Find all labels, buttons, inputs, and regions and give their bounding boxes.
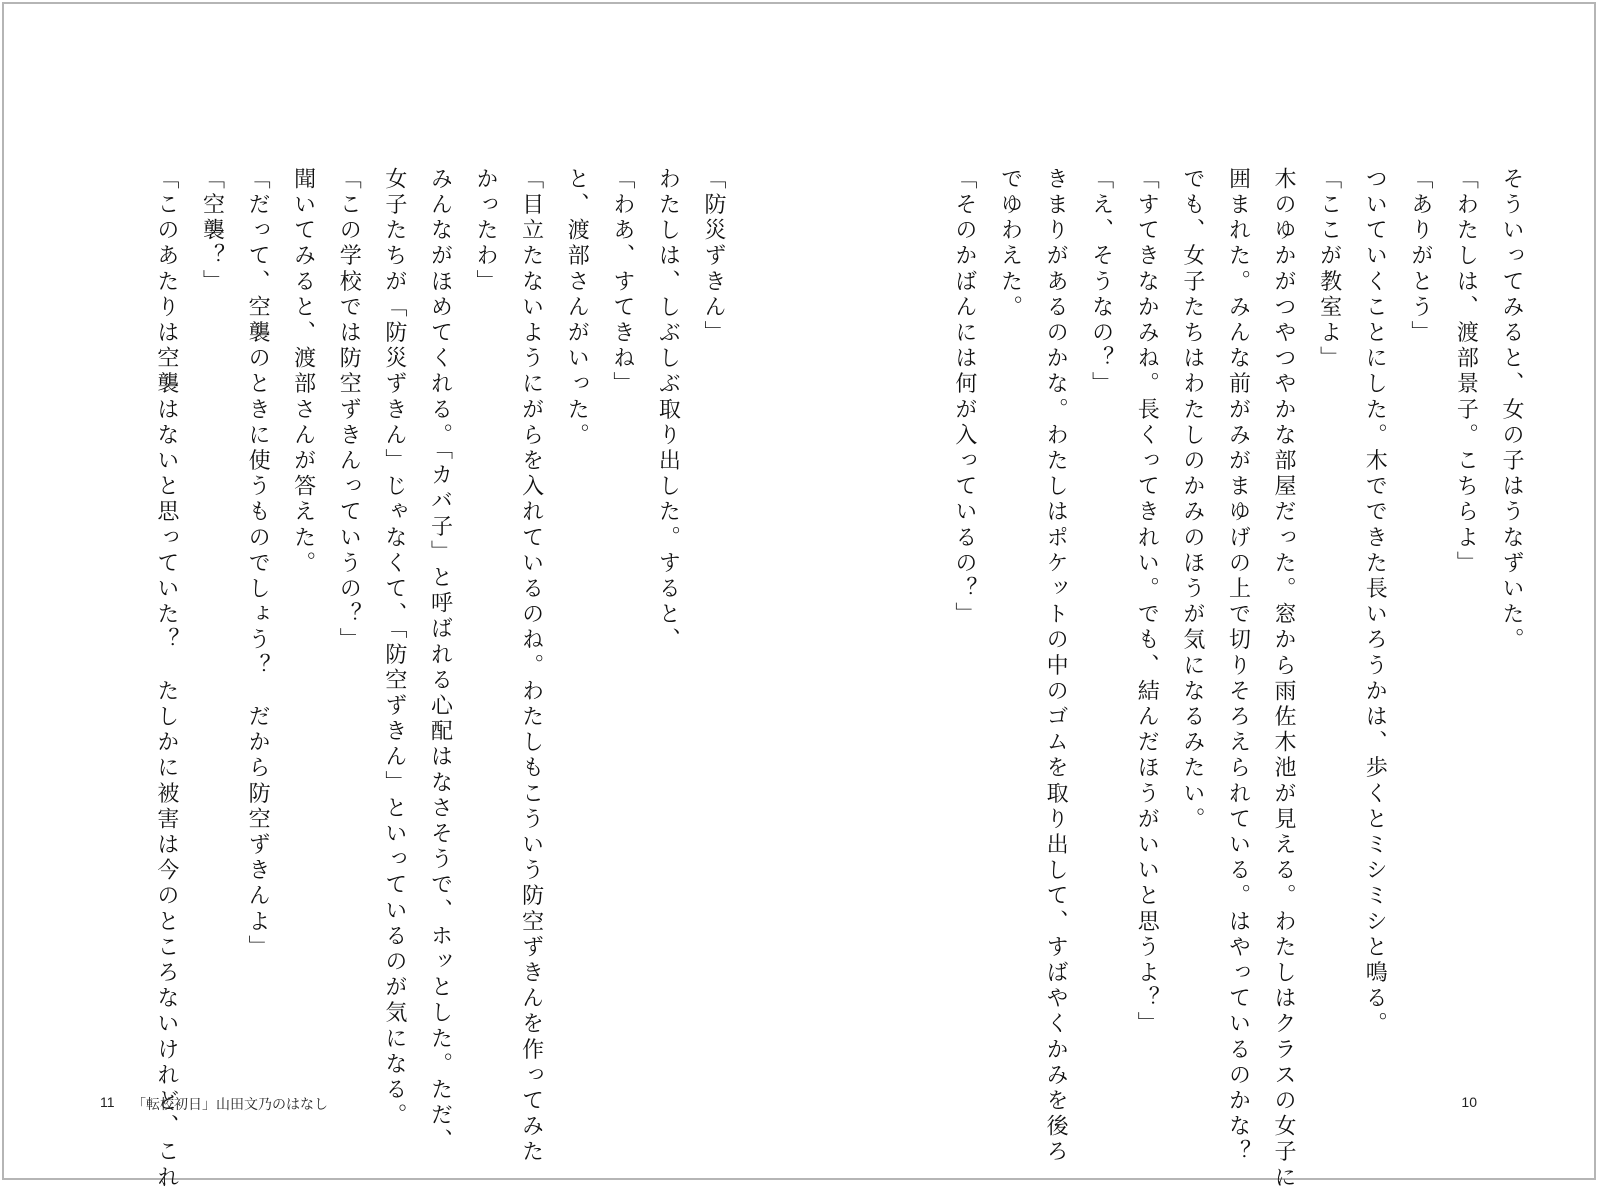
- body-line: ついていくことにした。木でできた長いろうかは、歩くとミシミシと鳴る。: [1362, 167, 1388, 1038]
- body-line: 「だって、空襲のときに使うものでしょう？ だから防空ずきんよ」: [245, 167, 271, 961]
- body-line: 聞いてみると、渡部さんが答えた。: [290, 167, 316, 577]
- body-line: 女子たちが「防災ずきん」じゃなくて、「防空ずきん」といっているのが気になる。: [381, 167, 407, 1129]
- body-line: 「わあ、すてきね」: [609, 167, 635, 398]
- running-head: 「転校初日」山田文乃のはなし: [132, 1096, 328, 1112]
- right-page: [801, 4, 1598, 1191]
- body-line: わたしは、しぶしぶ取り出した。すると、: [655, 167, 681, 654]
- body-line: でも、女子たちはわたしのかみのほうが気になるみたい。: [1179, 167, 1205, 833]
- page-number: 10: [1461, 1094, 1477, 1110]
- body-line: みんながほめてくれる。「カバ子」と呼ばれる心配はなさそうで、ホッとした。ただ、: [427, 167, 453, 1155]
- body-line: と、渡部さんがいった。: [564, 167, 590, 449]
- body-line: 囲まれた。みんな前がみがまゆげの上で切りそろえられている。はやっているのかな？: [1225, 167, 1251, 1166]
- body-line: 「この学校では防空ずきんっていうの？」: [336, 167, 362, 654]
- body-line: そういってみると、女の子はうなずいた。: [1499, 167, 1524, 654]
- body-line: 「このあたりは空襲はないと思っていた？ たしかに被害は今のところないけれど、これ: [153, 167, 179, 1191]
- body-line: 「え、そうなの？」: [1088, 167, 1114, 398]
- body-line: 「空襲？」: [199, 167, 225, 295]
- page-number: 11: [100, 1094, 115, 1110]
- body-line: 「ありがとう」: [1407, 167, 1433, 347]
- body-line: でゆわえた。: [997, 167, 1023, 321]
- left-page: [4, 4, 801, 1191]
- body-line: 「そのかばんには何が入っているの？」: [951, 167, 977, 628]
- body-line: 「目立たないようにがらを入れているのね。わたしもこういう防空ずきんを作ってみた: [518, 167, 544, 1166]
- body-line: 「ここが教室よ」: [1316, 167, 1342, 372]
- body-line: 「すてきなかみね。長くってきれい。でも、結んだほうがいいと思うよ？」: [1134, 167, 1160, 1038]
- book-spread: [2, 2, 1596, 1191]
- body-line: 「防災ずきん」: [701, 167, 726, 347]
- body-line: 「わたしは、渡部景子。こちらよ」: [1453, 167, 1479, 577]
- body-line: 木のゆかがつやつやかな部屋だった。窓から雨佐木池が見える。わたしはクラスの女子に: [1271, 167, 1297, 1191]
- body-line: きまりがあるのかな。わたしはポケットの中のゴムを取り出して、すばやくかみを後ろ: [1043, 167, 1069, 1166]
- body-line: かったわ」: [473, 167, 499, 295]
